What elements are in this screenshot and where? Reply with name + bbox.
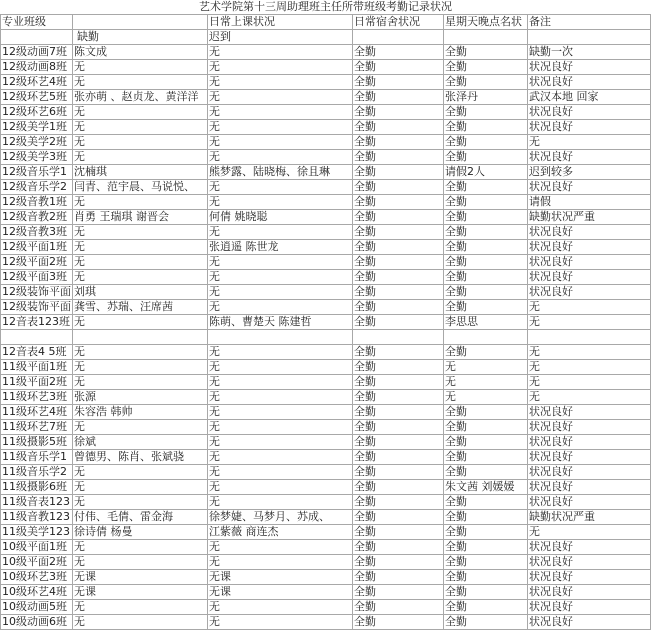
table-row (1, 330, 651, 345)
cell-note: 无 (528, 360, 651, 375)
cell-dorm: 全勤 (353, 525, 444, 540)
cell-class: 12音表4 5班 (1, 345, 73, 360)
cell-absent: 无课 (73, 570, 208, 585)
subheader-absent: 缺勤 (73, 30, 208, 45)
cell-dorm: 全勤 (353, 180, 444, 195)
cell-absent: 付伟、毛倩、雷金海 (73, 510, 208, 525)
cell-class: 11级摄影5班 (1, 435, 73, 450)
table-row (1, 90, 651, 105)
cell-note: 缺勤状况严重 (528, 510, 651, 525)
cell-absent: 无 (73, 255, 208, 270)
table-row (1, 135, 651, 150)
cell-absent: 龚雪、苏瑞、汪席茜 (73, 300, 208, 315)
cell-class: 12级环艺6班 (1, 105, 73, 120)
cell-note: 请假 (528, 195, 651, 210)
table-row (1, 120, 651, 135)
cell-dorm: 全勤 (353, 585, 444, 600)
cell-absent: 无课 (73, 585, 208, 600)
cell-late: 无 (208, 405, 353, 420)
cell-class: 11级音教123 (1, 510, 73, 525)
cell-note: 状况良好 (528, 615, 651, 630)
cell-rollcall: 无 (444, 375, 528, 390)
cell-rollcall: 全勤 (444, 300, 528, 315)
table-row (1, 495, 651, 510)
cell-rollcall: 张泽丹 (444, 90, 528, 105)
cell-absent: 无 (73, 465, 208, 480)
cell-absent: 闫青、范宇晨、马说悦、 (73, 180, 208, 195)
cell-absent: 无 (73, 420, 208, 435)
table-row (1, 45, 651, 60)
header-notes: 备注 (528, 15, 651, 30)
cell-dorm: 全勤 (353, 375, 444, 390)
cell-rollcall: 全勤 (444, 105, 528, 120)
table-row (1, 75, 651, 90)
cell-dorm: 全勤 (353, 120, 444, 135)
cell-class: 12级装饰平面 (2, 285, 71, 298)
cell-rollcall: 全勤 (444, 255, 528, 270)
cell-rollcall: 全勤 (444, 75, 528, 90)
cell-rollcall: 无 (444, 390, 528, 405)
cell-class: 12级美学3班 (1, 150, 73, 165)
cell-dorm: 全勤 (353, 270, 444, 285)
cell-rollcall: 全勤 (444, 195, 528, 210)
subheader-late: 迟到 (208, 30, 353, 45)
cell-dorm: 全勤 (353, 435, 444, 450)
table-row (1, 375, 651, 390)
cell-late: 无 (208, 285, 353, 300)
cell-late: 无 (208, 120, 353, 135)
cell-note: 缺勤状况严重 (528, 210, 651, 225)
cell-late: 何倩 姚晓聪 (208, 210, 353, 225)
table-row (1, 225, 651, 240)
cell-rollcall: 全勤 (444, 285, 528, 300)
table-row (1, 285, 651, 300)
cell-class: 11级音表123 (1, 495, 73, 510)
cell-note: 无 (528, 345, 651, 360)
cell-rollcall: 全勤 (444, 45, 528, 60)
cell-rollcall: 全勤 (444, 180, 528, 195)
cell-dorm: 全勤 (353, 450, 444, 465)
cell-rollcall: 全勤 (444, 435, 528, 450)
table-row (1, 480, 651, 495)
cell-dorm: 全勤 (353, 75, 444, 90)
table-row (1, 525, 651, 540)
cell-dorm: 全勤 (353, 555, 444, 570)
cell-rollcall: 全勤 (444, 600, 528, 615)
cell-absent: 张亦萌 、赵贞龙、黄洋洋 (73, 90, 208, 105)
cell-absent: 朱容浩 韩帅 (73, 405, 208, 420)
cell-absent: 无 (73, 615, 208, 630)
cell-late: 江紫薇 商连杰 (208, 525, 353, 540)
cell-note: 状况良好 (528, 540, 651, 555)
cell-dorm: 全勤 (353, 90, 444, 105)
cell-absent: 曾德男、陈肖、张斌骁 (73, 450, 208, 465)
cell-note: 状况良好 (528, 420, 651, 435)
cell-dorm: 全勤 (353, 300, 444, 315)
cell-late: 无 (208, 45, 353, 60)
cell-absent: 无 (73, 315, 208, 330)
cell-note: 无 (528, 375, 651, 390)
cell-dorm: 全勤 (353, 465, 444, 480)
cell-late: 无 (208, 150, 353, 165)
cell-rollcall: 全勤 (444, 615, 528, 630)
cell-dorm: 全勤 (353, 135, 444, 150)
table-row (1, 420, 651, 435)
cell-class: 11级环艺4班 (1, 405, 73, 420)
cell-rollcall: 全勤 (444, 525, 528, 540)
cell-dorm: 全勤 (353, 150, 444, 165)
cell-class: 12级音乐学1 (1, 165, 73, 180)
cell-dorm: 全勤 (353, 225, 444, 240)
cell-late: 无 (208, 375, 353, 390)
cell-absent: 无 (73, 150, 208, 165)
table-row (1, 600, 651, 615)
cell-absent: 无 (73, 60, 208, 75)
cell-rollcall: 朱文茜 刘媛媛 (444, 480, 528, 495)
cell-rollcall: 全勤 (444, 150, 528, 165)
table-row (1, 240, 651, 255)
cell-late: 无 (208, 255, 353, 270)
cell-note: 武汉本地 回家 (528, 90, 651, 105)
cell-dorm: 全勤 (353, 240, 444, 255)
cell-absent (73, 330, 208, 345)
cell-note: 无 (528, 390, 651, 405)
table-row (1, 435, 651, 450)
table-row (1, 390, 651, 405)
table-row (1, 360, 651, 375)
cell-late: 无 (208, 495, 353, 510)
cell-late: 无 (208, 450, 353, 465)
table-row (1, 510, 651, 525)
subheader-empty (1, 30, 73, 45)
cell-dorm: 全勤 (353, 315, 444, 330)
cell-absent: 徐诗倩 杨曼 (73, 525, 208, 540)
cell-note: 无 (528, 525, 651, 540)
cell-note: 状况良好 (528, 60, 651, 75)
cell-rollcall: 全勤 (444, 450, 528, 465)
cell-rollcall: 无 (444, 360, 528, 375)
cell-rollcall: 全勤 (444, 270, 528, 285)
cell-class: 12级平面1班 (1, 240, 73, 255)
cell-dorm: 全勤 (353, 495, 444, 510)
table-row (1, 615, 651, 630)
cell-note: 状况良好 (528, 240, 651, 255)
cell-absent: 无 (73, 540, 208, 555)
cell-note: 状况良好 (528, 285, 651, 300)
cell-class: 10级环艺3班 (1, 570, 73, 585)
cell-class: 11级平面2班 (1, 375, 73, 390)
cell-absent: 刘琪 (73, 285, 208, 300)
cell-absent: 徐斌 (73, 435, 208, 450)
cell-note: 状况良好 (528, 585, 651, 600)
cell-class: 12音表123班 (1, 315, 73, 330)
cell-class: 11级环艺3班 (1, 390, 73, 405)
sheet-title: 艺术学院第十三周助理班主任所带班级考勤记录状况 (1, 0, 651, 15)
cell-dorm: 全勤 (353, 105, 444, 120)
cell-rollcall: 全勤 (444, 120, 528, 135)
cell-late: 无 (208, 465, 353, 480)
cell-rollcall: 全勤 (444, 210, 528, 225)
table-row (1, 270, 651, 285)
cell-late: 无 (208, 420, 353, 435)
table-row (1, 60, 651, 75)
cell-class: 12级环艺5班 (1, 90, 73, 105)
cell-class: 12级环艺4班 (1, 75, 73, 90)
cell-dorm: 全勤 (353, 210, 444, 225)
cell-absent: 无 (73, 600, 208, 615)
header-class: 专业班级 (1, 15, 73, 30)
subheader-empty-dorm (353, 30, 444, 45)
cell-late: 无 (208, 225, 353, 240)
cell-rollcall: 全勤 (444, 225, 528, 240)
cell-absent: 无 (73, 105, 208, 120)
cell-late: 无 (208, 75, 353, 90)
table-row (1, 315, 651, 330)
cell-absent: 无 (73, 495, 208, 510)
cell-absent: 无 (73, 135, 208, 150)
cell-class: 12级装饰平面 (2, 300, 71, 313)
cell-dorm: 全勤 (353, 390, 444, 405)
table-row (1, 150, 651, 165)
cell-note: 状况良好 (528, 570, 651, 585)
cell-dorm (353, 330, 444, 345)
cell-note: 状况良好 (528, 75, 651, 90)
cell-class: 11级平面1班 (1, 360, 73, 375)
cell-rollcall: 全勤 (444, 345, 528, 360)
cell-note: 无 (528, 300, 651, 315)
cell-class: 11级环艺7班 (1, 420, 73, 435)
header-attendance-spacer (73, 15, 208, 30)
cell-late: 无 (208, 270, 353, 285)
cell-absent: 沈楠琪 (73, 165, 208, 180)
cell-absent: 无 (73, 375, 208, 390)
cell-class: 12级动画7班 (1, 45, 73, 60)
cell-absent: 无 (73, 555, 208, 570)
cell-absent: 无 (73, 360, 208, 375)
cell-dorm: 全勤 (353, 420, 444, 435)
header-attendance: 日常上课状况 (208, 15, 353, 30)
cell-class: 10级动画6班 (1, 615, 73, 630)
cell-class: 12级音教1班 (1, 195, 73, 210)
cell-absent: 无 (73, 195, 208, 210)
cell-class: 10级平面2班 (1, 555, 73, 570)
cell-note: 状况良好 (528, 600, 651, 615)
cell-class: 10级动画5班 (1, 600, 73, 615)
cell-late: 无课 (208, 585, 353, 600)
cell-note: 迟到较多 (528, 165, 651, 180)
cell-note: 状况良好 (528, 255, 651, 270)
cell-late: 陈萌、曹楚天 陈建哲 (208, 315, 353, 330)
cell-absent: 肖勇 王瑞琪 谢晋会 (73, 210, 208, 225)
table-row (1, 570, 651, 585)
cell-rollcall (444, 330, 528, 345)
cell-note: 无 (528, 315, 651, 330)
table-row (1, 195, 651, 210)
cell-note: 状况良好 (528, 150, 651, 165)
cell-dorm: 全勤 (353, 510, 444, 525)
cell-note: 状况良好 (528, 495, 651, 510)
cell-dorm: 全勤 (353, 60, 444, 75)
cell-dorm: 全勤 (353, 360, 444, 375)
table-row (1, 255, 651, 270)
cell-late: 无 (208, 615, 353, 630)
cell-dorm: 全勤 (353, 540, 444, 555)
cell-dorm: 全勤 (353, 345, 444, 360)
cell-late: 无 (208, 90, 353, 105)
cell-class: 12级音教2班 (1, 210, 73, 225)
cell-note: 缺勤一次 (528, 45, 651, 60)
cell-note: 状况良好 (528, 270, 651, 285)
table-row (1, 585, 651, 600)
cell-note: 状况良好 (528, 405, 651, 420)
cell-rollcall: 全勤 (444, 585, 528, 600)
cell-rollcall: 全勤 (444, 420, 528, 435)
cell-class: 12级动画8班 (1, 60, 73, 75)
cell-note: 状况良好 (528, 450, 651, 465)
header-dorm: 日常宿舍状况 (353, 15, 444, 30)
cell-absent: 无 (73, 480, 208, 495)
cell-note: 状况良好 (528, 180, 651, 195)
cell-absent: 无 (73, 225, 208, 240)
cell-note: 状况良好 (528, 465, 651, 480)
cell-absent: 无 (73, 75, 208, 90)
cell-rollcall: 全勤 (444, 540, 528, 555)
cell-dorm: 全勤 (353, 480, 444, 495)
table-row (1, 180, 651, 195)
cell-class: 12级音教3班 (1, 225, 73, 240)
cell-class: 12级平面3班 (1, 270, 73, 285)
cell-late: 熊梦露、陆晓梅、徐且琳 (208, 165, 353, 180)
cell-dorm: 全勤 (353, 285, 444, 300)
cell-late: 徐梦婕、马梦月、苏成、 (208, 510, 353, 525)
cell-dorm: 全勤 (353, 255, 444, 270)
cell-dorm: 全勤 (353, 45, 444, 60)
cell-dorm: 全勤 (353, 600, 444, 615)
cell-late: 无 (208, 135, 353, 150)
cell-absent: 无 (73, 240, 208, 255)
header-roll-call: 星期天晚点名状 (444, 15, 528, 30)
table-row (1, 165, 651, 180)
cell-absent: 无 (73, 120, 208, 135)
cell-rollcall: 全勤 (444, 495, 528, 510)
cell-late: 无 (208, 555, 353, 570)
cell-class: 10级环艺4班 (1, 585, 73, 600)
cell-late: 无 (208, 480, 353, 495)
cell-late (208, 330, 353, 345)
cell-late: 无 (208, 60, 353, 75)
cell-class: 11级美学123 (1, 525, 73, 540)
cell-rollcall: 请假2人 (444, 165, 528, 180)
cell-rollcall: 全勤 (444, 405, 528, 420)
cell-late: 无 (208, 105, 353, 120)
cell-rollcall: 李思思 (444, 315, 528, 330)
cell-rollcall: 全勤 (444, 60, 528, 75)
cell-dorm: 全勤 (353, 165, 444, 180)
subheader-empty-rollcall (444, 30, 528, 45)
cell-class: 11级音乐学1 (1, 450, 73, 465)
cell-class: 10级平面1班 (1, 540, 73, 555)
cell-dorm: 全勤 (353, 570, 444, 585)
cell-rollcall: 全勤 (444, 570, 528, 585)
cell-class: 12级平面2班 (1, 255, 73, 270)
cell-note: 状况良好 (528, 225, 651, 240)
cell-note: 状况良好 (528, 435, 651, 450)
cell-absent: 无 (73, 345, 208, 360)
cell-late: 无 (208, 390, 353, 405)
cell-note: 状况良好 (528, 120, 651, 135)
cell-class: 12级美学1班 (1, 120, 73, 135)
cell-rollcall: 全勤 (444, 555, 528, 570)
table-row (1, 300, 651, 315)
cell-late: 无 (208, 600, 353, 615)
cell-rollcall: 全勤 (444, 510, 528, 525)
cell-class: 12级音乐学2 (1, 180, 73, 195)
table-row (1, 450, 651, 465)
cell-late: 张逍遥 陈世龙 (208, 240, 353, 255)
table-row (1, 105, 651, 120)
cell-note: 无 (528, 135, 651, 150)
cell-note (528, 330, 651, 345)
cell-absent: 张源 (73, 390, 208, 405)
cell-absent: 陈文成 (73, 45, 208, 60)
cell-late: 无 (208, 300, 353, 315)
table-row (1, 555, 651, 570)
title-row (1, 0, 651, 15)
cell-dorm: 全勤 (353, 405, 444, 420)
cell-late: 无 (208, 195, 353, 210)
table-row (1, 540, 651, 555)
cell-late: 无 (208, 435, 353, 450)
cell-class: 12级美学2班 (1, 135, 73, 150)
cell-rollcall: 全勤 (444, 465, 528, 480)
cell-note: 状况良好 (528, 555, 651, 570)
cell-dorm: 全勤 (353, 195, 444, 210)
cell-absent: 无 (73, 270, 208, 285)
cell-note: 状况良好 (528, 480, 651, 495)
table-row (1, 405, 651, 420)
cell-late: 无 (208, 540, 353, 555)
cell-note: 状况良好 (528, 105, 651, 120)
table-row (1, 210, 651, 225)
subheader-empty-notes (528, 30, 651, 45)
cell-late: 无 (208, 180, 353, 195)
cell-late: 无 (208, 360, 353, 375)
cell-dorm: 全勤 (353, 615, 444, 630)
cell-late: 无课 (208, 570, 353, 585)
table-row (1, 345, 651, 360)
subheader-row (1, 30, 651, 45)
cell-late: 无 (208, 345, 353, 360)
header-row (1, 15, 651, 30)
table-row (1, 465, 651, 480)
cell-class: 11级音乐学2 (1, 465, 73, 480)
cell-class: 11级摄影6班 (1, 480, 73, 495)
cell-rollcall: 全勤 (444, 135, 528, 150)
cell-rollcall: 全勤 (444, 240, 528, 255)
cell-class (1, 330, 73, 345)
